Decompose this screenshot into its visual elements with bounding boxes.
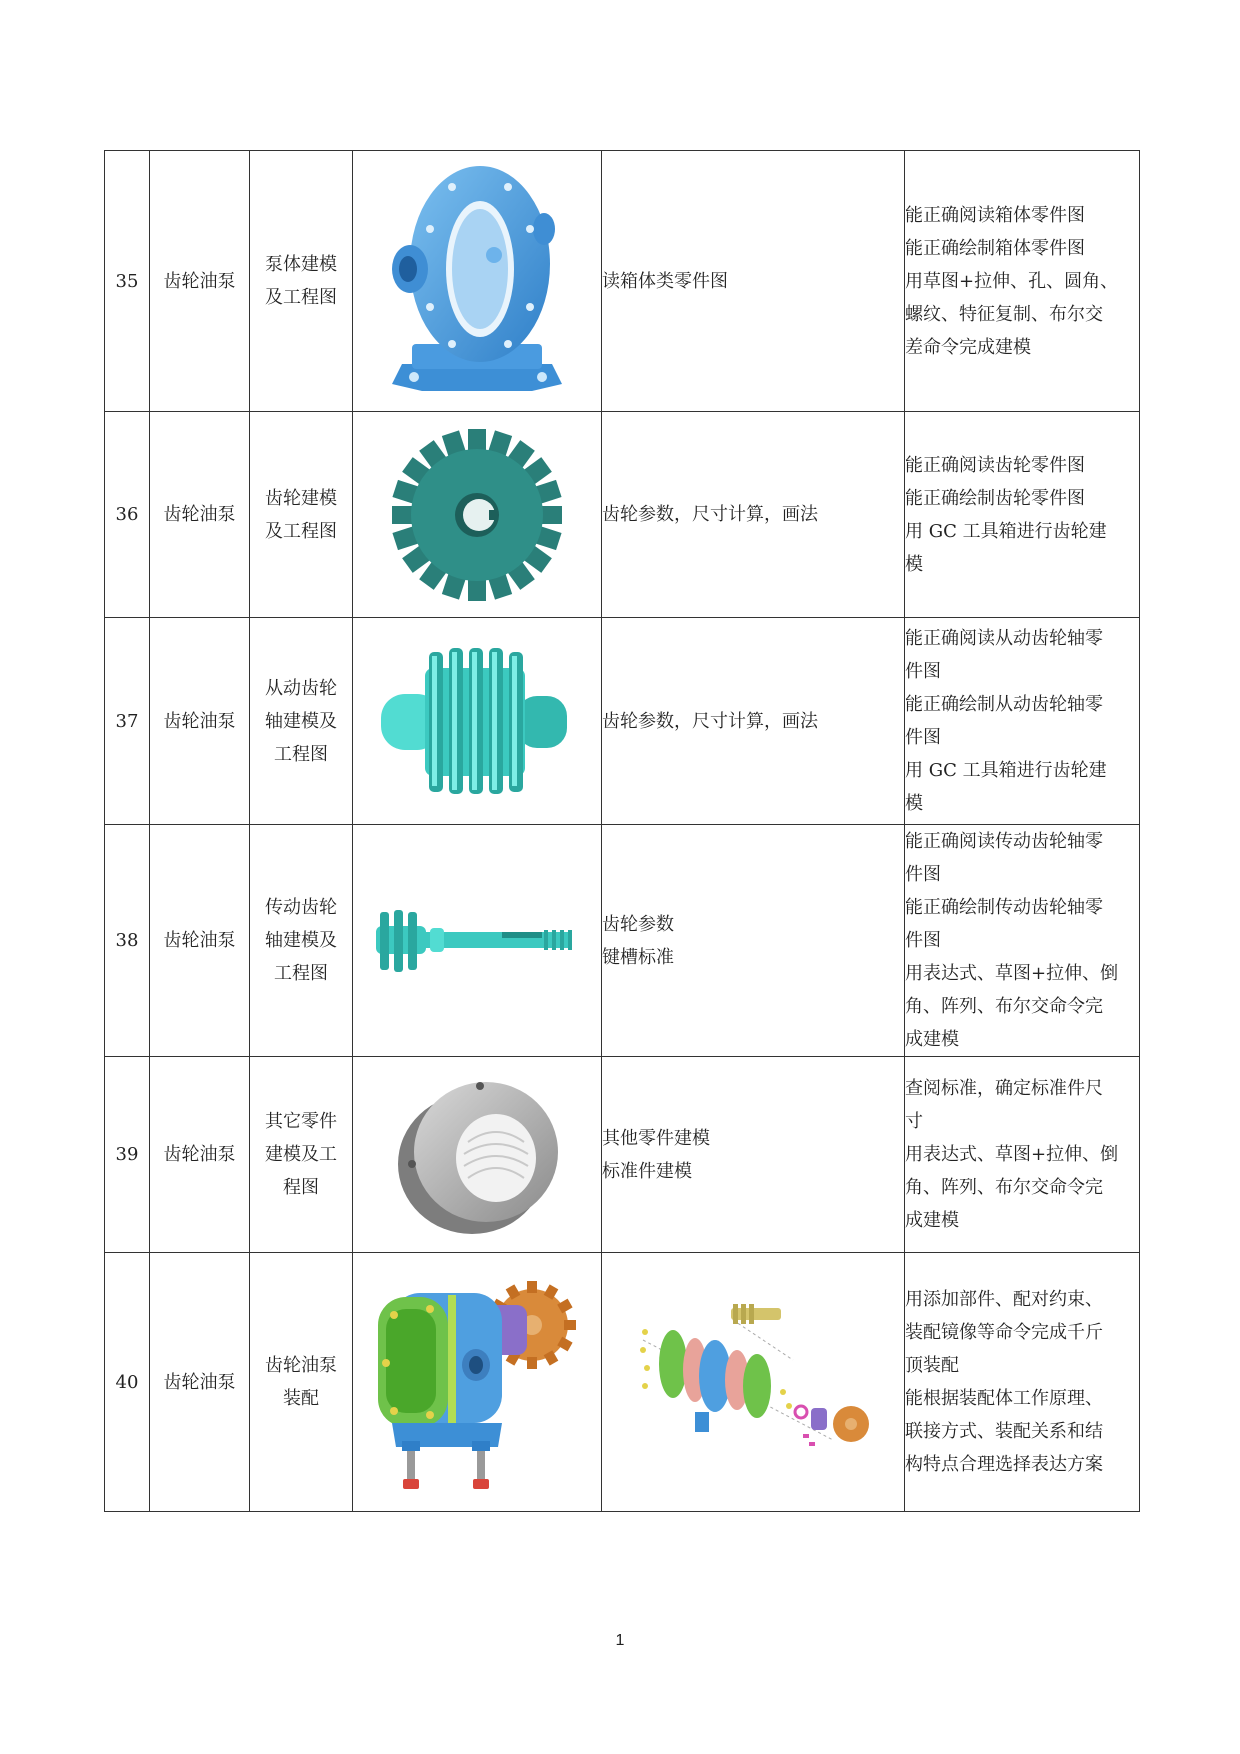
model-image-cell xyxy=(353,1057,602,1253)
task-name: 从动齿轮 轴建模及 工程图 xyxy=(250,618,353,825)
model-image-cell xyxy=(353,1253,602,1512)
task-name: 传动齿轮 轴建模及 工程图 xyxy=(250,825,353,1057)
learning-goals: 能正确阅读传动齿轮轴零 件图 能正确绘制传动齿轮轴零 件图 用表达式、草图+拉伸、倒 角、阵列、布尔交命令完 成建模 xyxy=(905,825,1140,1057)
pump-body-model-icon xyxy=(382,159,572,404)
row-number: 35 xyxy=(105,151,150,412)
driven-gear-shaft-model-icon xyxy=(377,646,577,796)
teaching-content: 齿轮参数，尺寸计算，画法 xyxy=(602,618,905,825)
project-name: 齿轮油泵 xyxy=(150,1057,250,1253)
teaching-content: 其他零件建模 标准件建模 xyxy=(602,1057,905,1253)
project-name: 齿轮油泵 xyxy=(150,618,250,825)
row-number: 37 xyxy=(105,618,150,825)
project-name: 齿轮油泵 xyxy=(150,151,250,412)
table-row xyxy=(105,618,1140,825)
learning-goals: 查阅标准，确定标准件尺 寸 用表达式、草图+拉伸、倒 角、阵列、布尔交命令完 成建模 xyxy=(905,1057,1140,1253)
model-image-cell xyxy=(353,618,602,825)
course-table xyxy=(104,150,1140,1512)
row-number: 40 xyxy=(105,1253,150,1512)
gear-pump-assembly-icon xyxy=(372,1265,582,1500)
teaching-content: 齿轮参数，尺寸计算，画法 xyxy=(602,412,905,618)
teaching-content xyxy=(602,1253,905,1512)
model-image-cell xyxy=(353,412,602,618)
spur-gear-model-icon xyxy=(392,425,562,605)
learning-goals: 能正确阅读齿轮零件图 能正确绘制齿轮零件图 用 GC 工具箱进行齿轮建 模 xyxy=(905,412,1140,618)
task-name: 齿轮油泵 装配 xyxy=(250,1253,353,1512)
exploded-assembly-icon xyxy=(633,1300,873,1465)
gland-nut-model-icon xyxy=(392,1072,562,1237)
task-name: 其它零件 建模及工 程图 xyxy=(250,1057,353,1253)
teaching-content: 齿轮参数 键槽标准 xyxy=(602,825,905,1057)
learning-goals: 用添加部件、配对约束、 装配镜像等命令完成千斤 顶装配 能根据装配体工作原理、 联接方式、装配关系和结 构特点合理选择表达方案 xyxy=(905,1253,1140,1512)
row-number: 39 xyxy=(105,1057,150,1253)
task-name: 齿轮建模 及工程图 xyxy=(250,412,353,618)
row-number: 36 xyxy=(105,412,150,618)
table-row xyxy=(105,1253,1140,1512)
table-row xyxy=(105,1057,1140,1253)
page-number: 1 xyxy=(615,1632,625,1649)
learning-goals: 能正确阅读从动齿轮轴零 件图 能正确绘制从动齿轮轴零 件图 用 GC 工具箱进行齿轮建 模 xyxy=(905,618,1140,825)
table-row xyxy=(105,825,1140,1057)
drive-gear-shaft-model-icon xyxy=(372,906,582,976)
learning-goals: 能正确阅读箱体零件图 能正确绘制箱体零件图 用草图+拉伸、孔、圆角、 螺纹、特征复制、布尔交 差命令完成建模 xyxy=(905,151,1140,412)
project-name: 齿轮油泵 xyxy=(150,412,250,618)
task-name: 泵体建模 及工程图 xyxy=(250,151,353,412)
row-number: 38 xyxy=(105,825,150,1057)
project-name: 齿轮油泵 xyxy=(150,825,250,1057)
model-image-cell xyxy=(353,151,602,412)
project-name: 齿轮油泵 xyxy=(150,1253,250,1512)
teaching-content: 读箱体类零件图 xyxy=(602,151,905,412)
model-image-cell xyxy=(353,825,602,1057)
table-row xyxy=(105,412,1140,618)
table-row xyxy=(105,151,1140,412)
